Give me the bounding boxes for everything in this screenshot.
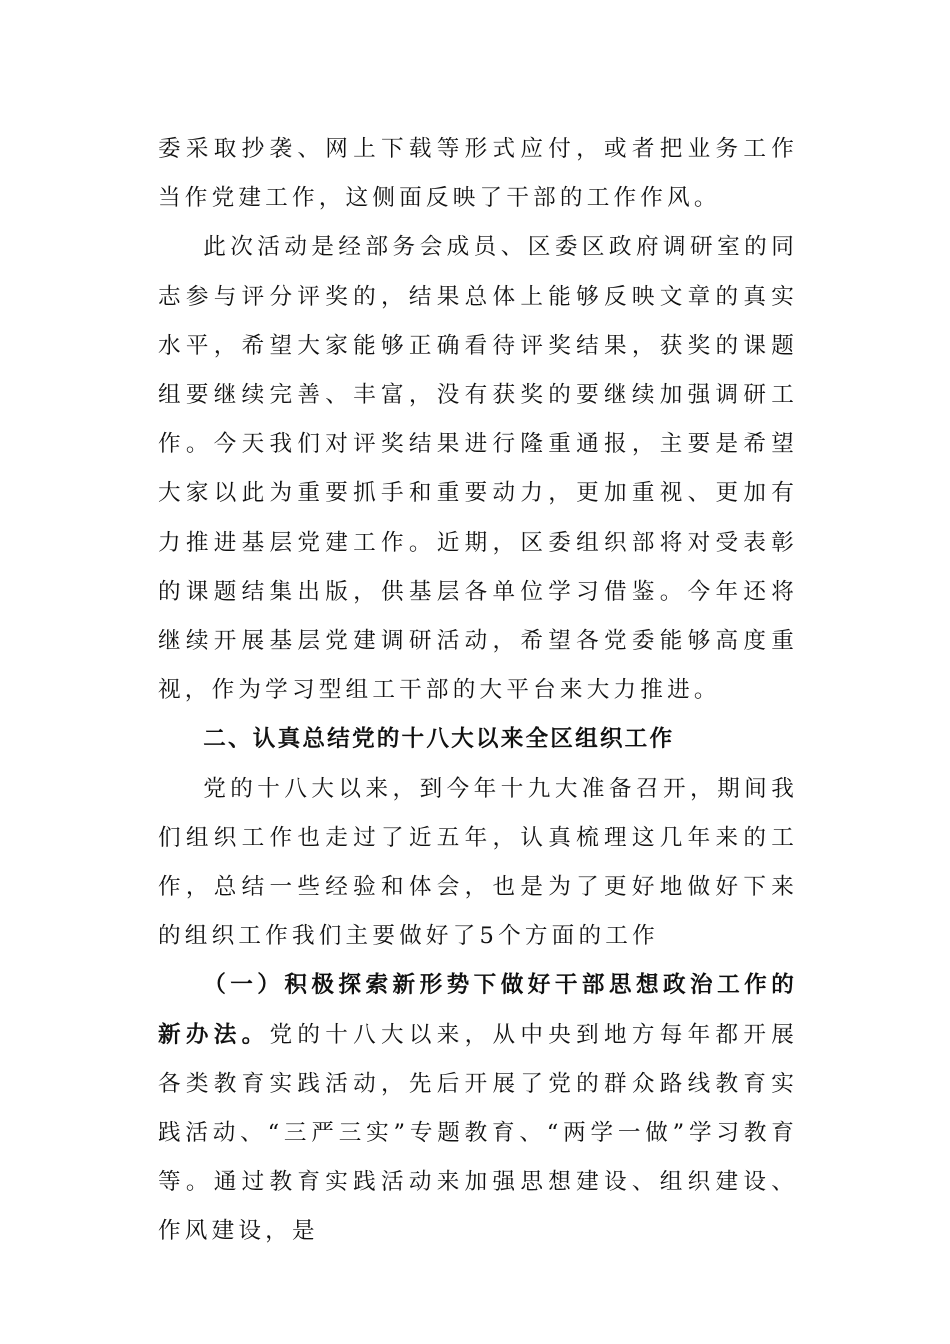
paragraph-evaluation: 此次活动是经部务会成员、区委区政府调研室的同志参与评分评奖的，结果总体上能够反映文章的真实水平，希望大家能够正确看待评奖结果，获奖的课题组要继续完善、丰富，没有获奖的要继续加强调研工作。今天我们对评奖结果进行隆重通报，主要是希望大家以此为重要抓手和重要动力，更加重视、更加有力推进基层党建工作。近期，区委组织部将对受表彰的课题结集出版，供基层各单位学习借鉴。今年还将继续开展基层党建调研活动，希望各党委能够高度重视，作为学习型组工干部的大平台来大力推进。 [158, 234, 798, 704]
paragraph-review: 党的十八大以来，到今年十九大准备召开，期间我们组织工作也走过了近五年，认真梳理这几年来的工作，总结一些经验和体会，也是为了更好地做好下来的组织工作我们主要做好了5个方面的工作 [158, 775, 798, 950]
paragraph-subsection-1 [158, 961, 798, 1256]
paragraph-continuation: 委采取抄袭、网上下载等形式应付，或者把业务工作当作党建工作，这侧面反映了干部的工作作风。 [158, 136, 798, 212]
section-heading-2: 二、认真总结党的十八大以来全区组织工作 [203, 726, 675, 753]
subsection-body: 党的十八大以来，从中央到地方每年都开展各类教育实践活动，先后开展了党的群众路线教育实践活动、“三严三实”专题教育、“两学一做”学习教育等。通过教育实践活动来加强思想建设、组织建设、作风建设，是 [158, 1021, 798, 1245]
document-body [158, 125, 798, 1257]
subsection-lead: （一）积极探索新形势下做好干部思想政治工作的新办法。 [158, 972, 798, 1048]
